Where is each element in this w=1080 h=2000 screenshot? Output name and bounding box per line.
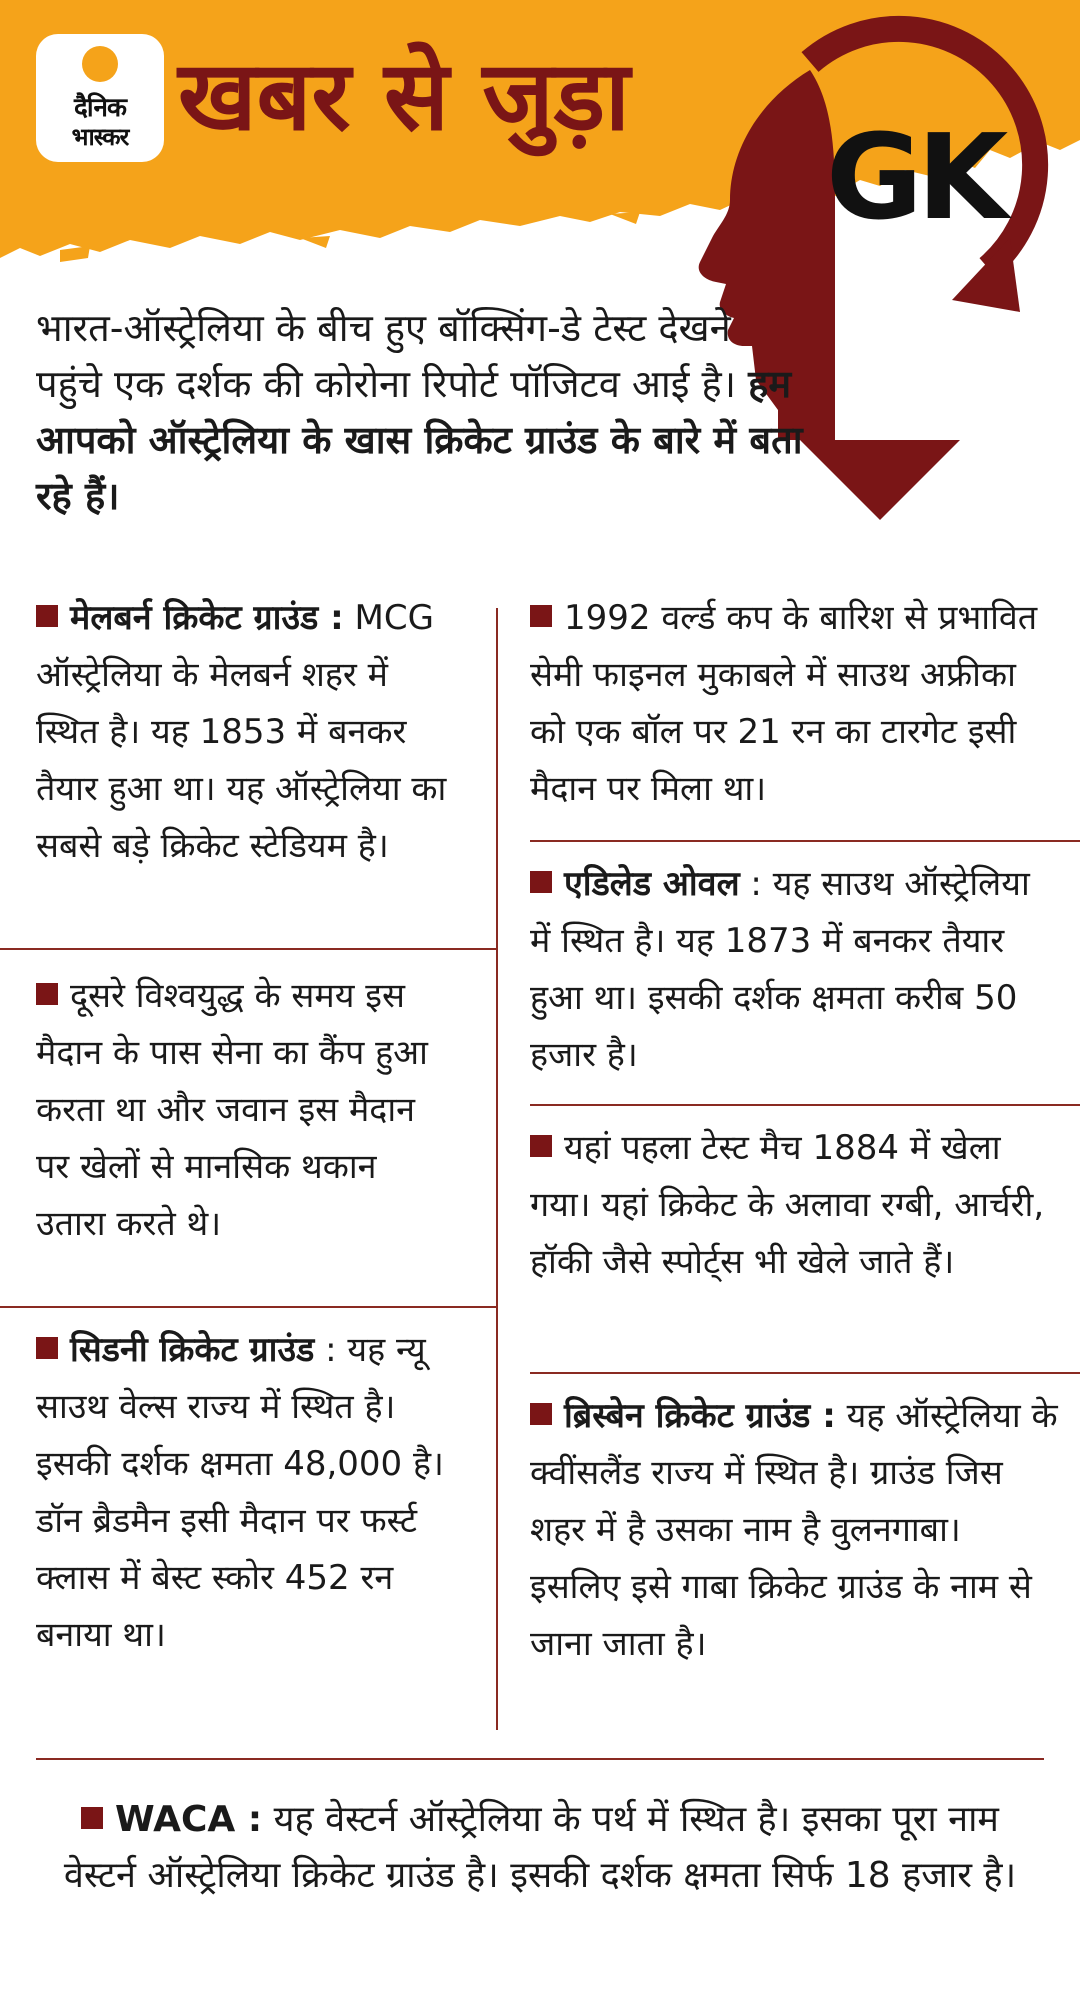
entry-text: यह वेस्टर्न ऑस्ट्रेलिया के पर्थ में स्थित है। इसका पूरा नाम वेस्टर्न ऑस्ट्रेलिया क्रिकेट ग्राउंड है। इसकी दर्शक क्षमता सिर्फ 18 हजार है। (63, 1799, 1017, 1896)
entry-brisbane (530, 1388, 1060, 1673)
entry-text: दूसरे विश्वयुद्ध के समय इस मैदान के पास सेना का कैंप हुआ करता था और जवान इस मैदान पर खेलों से मानसिक थकान उतारा करते थे। (36, 976, 428, 1244)
entry-text: : यह न्यू साउथ वेल्स राज्य में स्थित है। इसकी दर्शक क्षमता 48,000 है। डॉन ब्रैडमैन इसी मैदान पर फर्स्ट क्लास में बेस्ट स्कोर 452 रन बनाया था। (36, 1330, 444, 1655)
entry-first-test (530, 1120, 1060, 1291)
bullet-square-icon (530, 1403, 552, 1425)
row-divider (530, 840, 1080, 842)
entry-text: यहां पहला टेस्ट मैच 1884 में खेला गया। यहां क्रिकेट के अलावा रग्बी, आर्चरी, हॉकी जैसे स्पोर्ट्स भी खेले जाते हैं। (530, 1128, 1045, 1282)
bullet-square-icon (81, 1807, 103, 1829)
gk-badge: GK (826, 108, 1003, 246)
entry-heading: ब्रिस्बेन क्रिकेट ग्राउंड : (564, 1396, 836, 1436)
arrow-head-top (952, 238, 1020, 312)
entry-text: MCG ऑस्ट्रेलिया के मेलबर्न शहर में स्थित है। यह 1853 में बनकर तैयार हुआ था। यह ऑस्ट्रेलिया का सबसे बड़े क्रिकेट स्टेडियम है। (36, 598, 447, 866)
entry-heading: एडिलेड ओवल (564, 864, 740, 904)
logo-line-2: भास्कर (71, 123, 129, 151)
intro-plain-text: भारत-ऑस्ट्रेलिया के बीच हुए बॉक्सिंग-डे टेस्ट देखने पहुंचे एक दर्शक की कोरोना रिपोर्ट पॉजिटव आई है। (36, 306, 749, 406)
dainik-bhaskar-logo (36, 34, 164, 162)
page-title: खबर से जुड़ा (178, 40, 630, 152)
entry-heading: सिडनी क्रिकेट ग्राउंड (70, 1330, 315, 1370)
entry-heading: WACA : (115, 1799, 263, 1840)
entry-sydney (36, 1322, 456, 1664)
intro-paragraph (36, 300, 806, 524)
logo-line-1: दैनिक (74, 93, 126, 123)
bullet-square-icon (36, 605, 58, 627)
row-divider (0, 948, 496, 950)
bullet-square-icon (36, 1337, 58, 1359)
bullet-square-icon (530, 605, 552, 627)
header-banner (0, 0, 1080, 290)
entry-melbourne (36, 590, 456, 875)
entry-heading: मेलबर्न क्रिकेट ग्राउंड : (70, 598, 344, 638)
entry-adelaide (530, 856, 1060, 1084)
bullet-square-icon (530, 871, 552, 893)
bottom-divider (36, 1758, 1044, 1760)
bullet-square-icon (36, 983, 58, 1005)
entry-text: 1992 वर्ल्ड कप के बारिश से प्रभावित सेमी फाइनल मुकाबले में साउथ अफ्रीका को एक बॉल पर 21 रन का टारगेट इसी मैदान पर मिला था। (530, 598, 1038, 809)
row-divider (0, 1306, 496, 1308)
entry-1992-world-cup (530, 590, 1060, 818)
column-divider (496, 608, 498, 1730)
row-divider (530, 1104, 1080, 1106)
entry-waca (40, 1792, 1040, 1904)
entry-world-war (36, 968, 456, 1253)
intro-bold-text: हम आपको ऑस्ट्रेलिया के खास क्रिकेट ग्राउंड के बारे में बता रहे हैं। (36, 362, 803, 518)
row-divider (530, 1372, 1080, 1374)
entry-text: : यह साउथ ऑस्ट्रेलिया में स्थित है। यह 1873 में बनकर तैयार हुआ था। इसकी दर्शक क्षमता करीब 50 हजार है। (530, 864, 1030, 1075)
sun-icon (82, 46, 118, 82)
entry-text: यह ऑस्ट्रेलिया के क्वींसलैंड राज्य में स्थित है। ग्राउंड जिस शहर में है उसका नाम है वुलनगाबा। इसलिए इसे गाबा क्रिकेट ग्राउंड के नाम से जाना जाता है। (530, 1396, 1058, 1664)
bullet-square-icon (530, 1135, 552, 1157)
